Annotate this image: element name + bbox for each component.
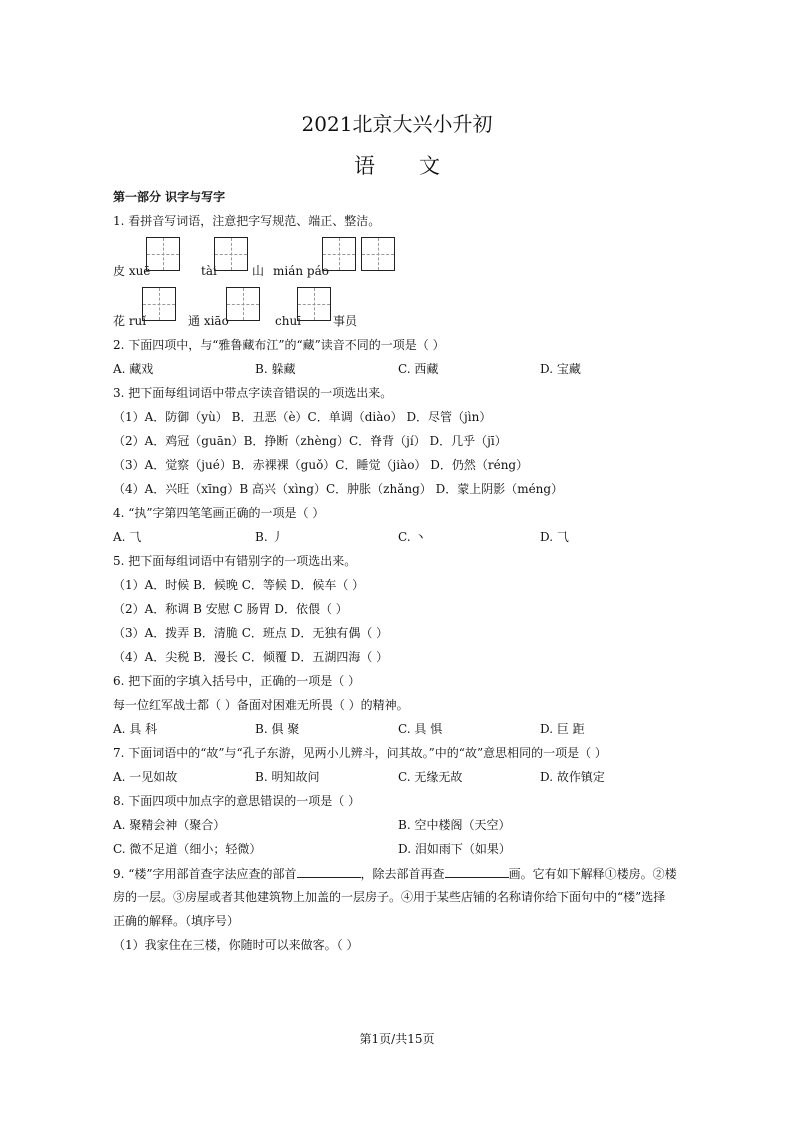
q1-suffix: 事员	[333, 314, 358, 328]
writing-box[interactable]	[297, 287, 331, 321]
q8-option-d: D. 泪如雨下（如果）	[398, 842, 511, 856]
q6-stem: 6. 把下面的字填入括号中，正确的一项是（ ）	[113, 674, 361, 688]
q4-option-d: D. ⺄	[540, 530, 569, 544]
q5-stem: 5. 把下面每组词语中有错别字的一项选出来。	[113, 554, 357, 568]
writing-box[interactable]	[214, 237, 248, 271]
writing-box[interactable]	[142, 287, 176, 321]
q6-option-b: B. 俱 聚	[255, 722, 300, 736]
q9-subquestion-1: （1）我家住在三楼，你随时可以来做客。（ ）	[113, 938, 359, 952]
q9-text-c: 画。它有如下解释①楼房。②楼	[508, 867, 677, 881]
q2-option-b: B. 躲藏	[255, 362, 296, 376]
q5-group-3: （3）A．拨弄 B．清脆 C．班点 D．无独有偶（ ）	[113, 626, 389, 640]
q9-line-3: 正确的解释。（填序号）	[113, 914, 240, 928]
q2-option-d: D. 宝藏	[540, 362, 581, 376]
q3-group-3: （3）A．觉察（jué）B．赤裸裸（guǒ）C．睡觉（jiào） D．仍然（réng）	[113, 458, 529, 472]
q9-blank-radical[interactable]	[297, 866, 361, 878]
q7-option-a: A. 一见如故	[113, 770, 178, 784]
q9-blank-strokes[interactable]	[445, 866, 509, 878]
q7-option-d: D. 故作镇定	[540, 770, 605, 784]
q9-text-a: 9. “楼”字用部首查字法应查的部首	[113, 867, 297, 881]
subtitle-char-a: 语	[354, 154, 375, 178]
q3-group-2: （2）A．鸡冠（guān）B．挣断（zhèng）C．脊背（jí） D．几乎（jī）	[113, 434, 507, 448]
q1-pinyin-6: chuī	[275, 314, 302, 328]
q1-pinyin-1: 皮 xuē	[113, 264, 151, 278]
writing-box[interactable]	[146, 237, 180, 271]
q8-stem: 8. 下面四项中加点字的意思错误的一项是（ ）	[113, 794, 361, 808]
q6-option-a: A. 具 科	[113, 722, 158, 736]
q5-group-4: （4）A．尖税 B．漫长 C．倾覆 D．五湖四海（ ）	[113, 650, 389, 664]
q2-option-c: C. 西藏	[398, 362, 439, 376]
subtitle-char-b: 文	[419, 154, 440, 178]
writing-box[interactable]	[322, 237, 356, 271]
q6-option-d: D. 巨 距	[540, 722, 585, 736]
q4-option-a: A. ⺄	[113, 530, 142, 544]
q5-group-2: （2）A．称调 B 安慰 C 肠胃 D．依偎（ ）	[113, 602, 348, 616]
q2-stem: 2. 下面四项中，与“雅鲁藏布江”的“藏”读音不同的一项是（ ）	[113, 338, 445, 352]
q1-pinyin-2: tài	[201, 264, 217, 278]
q8-option-a: A. 聚精会神（聚合）	[113, 818, 226, 832]
q7-stem: 7. 下面词语中的“故”与“孔子东游，见两小儿辨斗，问其故。”中的“故”意思相同的一项是（ ）	[113, 746, 607, 760]
q4-stem: 4. “执”字第四笔笔画正确的一项是（ ）	[113, 506, 325, 520]
q8-option-c: C. 微不足道（细小；轻微）	[113, 842, 262, 856]
page-subtitle	[0, 150, 794, 180]
q1-pinyin-3: mián páo	[273, 264, 329, 278]
q9-line-2: 房的一层。③房屋或者其他建筑物上加盖的一层房子。④用于某些店铺的名称请你给下面句中的“楼”选择	[113, 890, 666, 904]
q6-option-c: C. 具 惧	[398, 722, 443, 736]
writing-box[interactable]	[361, 237, 395, 271]
q7-option-b: B. 明知故问	[255, 770, 320, 784]
page-footer: 第1页/共15页	[359, 1032, 435, 1046]
q4-option-b: B. 丿	[255, 530, 284, 544]
page-title: 2021北京大兴小升初	[301, 112, 493, 136]
q2-option-a: A. 藏戏	[113, 362, 154, 376]
q1-stem: 1. 看拼音写词语，注意把字写规范、端正、整洁。	[113, 214, 381, 228]
q3-group-1: （1）A．防御（yù） B．丑恶（è）C．单调（diào） D．尽管（jìn）	[113, 410, 492, 424]
q1-pinyin-4: 花 ruǐ	[113, 314, 147, 328]
writing-box[interactable]	[226, 287, 260, 321]
section-heading: 第一部分 识字与写字	[113, 190, 226, 204]
q9-line-1	[113, 866, 677, 881]
q4-option-c: C. 丶	[398, 530, 427, 544]
q3-group-4: （4）A．兴旺（xīng）B 高兴（xìng）C．肿胀（zhǎng） D．蒙上阴影（méng）	[113, 482, 564, 496]
q1-pinyin-5: 通 xiāo	[188, 314, 229, 328]
q5-group-1: （1）A．时候 B．候晚 C．等候 D．候车（ ）	[113, 578, 365, 592]
q6-sentence: 每一位红军战士都（ ）备面对困难无所畏（ ）的精神。	[113, 698, 409, 712]
q9-text-b: ，除去部首再查	[360, 867, 445, 881]
q1-char-mountain: 山	[252, 264, 265, 278]
q3-stem: 3. 把下面每组词语中带点字读音错误的一项选出来。	[113, 386, 393, 400]
q7-option-c: C. 无缘无故	[398, 770, 463, 784]
q8-option-b: B. 空中楼阁（天空）	[398, 818, 511, 832]
